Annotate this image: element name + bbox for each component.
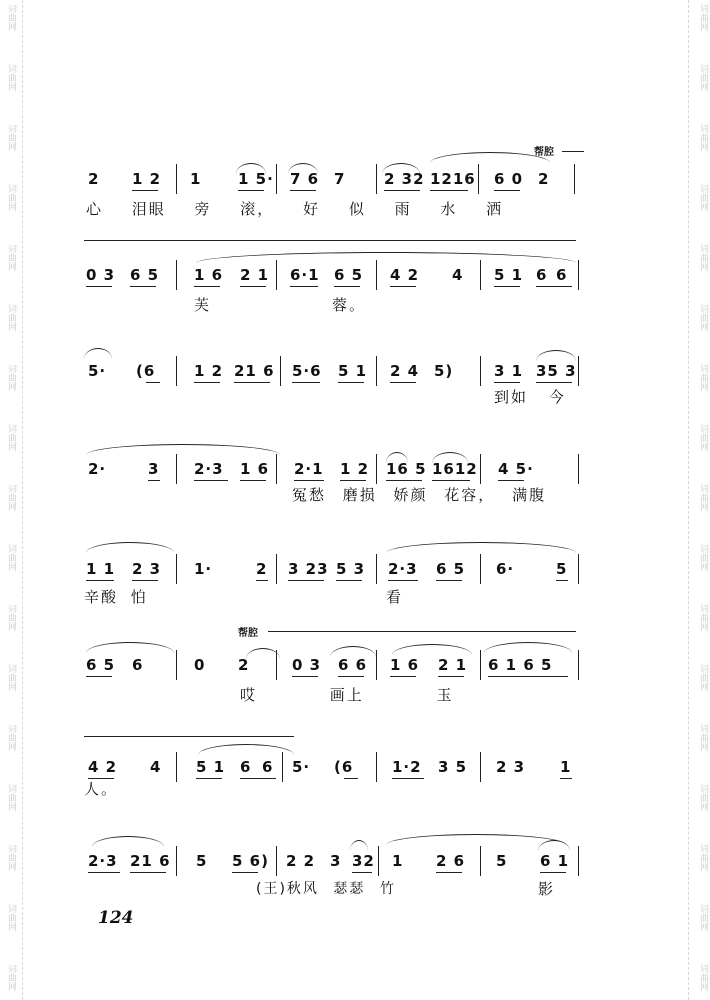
barline [276,260,277,290]
note-group: 0 [194,656,206,674]
note-group: 2 1 [240,266,270,284]
note-group: 6 5 [334,266,364,284]
watermark-text: 词曲网 [6,4,16,31]
lyric-line: 影 [538,880,556,898]
note-group: (6 [334,758,354,776]
underline [436,580,462,581]
watermark-text: 词曲网 [6,184,16,211]
bangqiang-line [562,151,584,152]
underline [256,580,268,581]
lyric-line: (王)秋风 瑟瑟 竹 [256,881,396,897]
note-group: 6 0 [494,170,524,188]
underline [234,382,270,383]
note-group: 2·3 [88,852,118,870]
underline [436,872,462,873]
note-group: 5) [434,362,454,380]
note-group: 6 [240,758,252,776]
barline [376,260,377,290]
underline [292,382,320,383]
barline [176,650,177,680]
underline [88,872,120,873]
note-group: (6 [136,362,156,380]
lyric-line: 蓉。 [332,296,367,314]
underline [336,580,362,581]
underline [338,382,364,383]
underline [438,676,464,677]
watermark-text: 词曲网 [698,424,708,451]
watermark-text: 词曲网 [698,364,708,391]
note-group: 21 6 [234,362,275,380]
barline [280,356,281,386]
barline [578,650,579,680]
watermark-text: 词曲网 [698,784,708,811]
watermark-text: 词曲网 [698,184,708,211]
note-group: 1 2 [194,362,224,380]
barline [176,752,177,782]
note-group: 2 3 [132,560,162,578]
watermark-text: 词曲网 [698,604,708,631]
lyric-line: 哎 画上 玉 [240,686,454,704]
note-group: 2 1 [438,656,468,674]
slur [392,644,472,655]
underline [352,872,372,873]
barline [480,454,481,484]
watermark-text: 词曲网 [698,64,708,91]
barline [176,260,177,290]
barline [276,454,277,484]
underline [194,382,220,383]
barline [376,554,377,584]
note-group: 6 [132,656,144,674]
watermark-text: 词曲网 [6,784,16,811]
watermark-text: 词曲网 [698,244,708,271]
barline [176,356,177,386]
watermark-text: 词曲网 [6,964,16,991]
slur [196,252,576,263]
note-group: 4 5· [498,460,534,478]
note-group: 1·2 [392,758,422,776]
underline [384,190,420,191]
note-group: 4 2 [390,266,420,284]
underline [494,286,520,287]
note-group: 2 4 [390,362,420,380]
underline [390,676,416,677]
watermark-text: 词曲网 [6,364,16,391]
lyric-line: 冤愁 磨损 娇颜 花容， 满腹 [292,486,547,504]
bangqiang-marking: 帮腔 [238,628,258,639]
barline [378,846,379,876]
underline [132,190,158,191]
barline [578,356,579,386]
note-group: 2· [88,460,107,478]
note-group: 1· [194,560,213,578]
underline [390,286,416,287]
note-group: 5 6) [232,852,269,870]
note-group: 6 5 [86,656,116,674]
slur [538,840,570,851]
watermark-text: 词曲网 [6,844,16,871]
barline [578,554,579,584]
note-group: 3 5 [438,758,468,776]
lyric-line: 到如 今 [494,388,566,406]
underline [240,778,276,779]
underline [540,872,566,873]
note-group: 5 [556,560,568,578]
slur [84,348,112,359]
underline [232,872,258,873]
note-group: 1 [190,170,202,188]
underline [498,480,524,481]
note-group: 1 2 [132,170,162,188]
note-group: 4 [452,266,464,284]
watermark-text: 词曲网 [698,664,708,691]
underline [196,778,222,779]
watermark-text: 词曲网 [698,964,708,991]
note-group: 21 6 [130,852,171,870]
note-group: 7 6 [290,170,320,188]
note-group: 6 [536,266,548,284]
underline [340,480,366,481]
underline [294,480,324,481]
watermark-text: 词曲网 [6,424,16,451]
underline [494,382,520,383]
barline [276,846,277,876]
note-group: 2·3 [194,460,224,478]
lyric-line: 人。 [84,780,119,798]
watermark-text: 词曲网 [698,304,708,331]
slur [386,834,566,845]
note-group: 6 5 [130,266,160,284]
barline [480,846,481,876]
barline [578,846,579,876]
note-group: 3 23 [288,560,329,578]
barline [176,846,177,876]
underline [240,286,266,287]
note-group: 2·3 [388,560,418,578]
watermark-text: 词曲网 [698,544,708,571]
watermark-text: 词曲网 [6,64,16,91]
note-group: 1 6 [194,266,224,284]
underline [86,676,112,677]
note-group: 6·1 [290,266,320,284]
underline [344,778,358,779]
bangqiang-marking: 帮腔 [534,147,554,158]
note-group: 1 [392,852,404,870]
barline [480,356,481,386]
slur [246,648,280,659]
slur [350,840,368,851]
note-group: 5 1 [196,758,226,776]
note-group: 5·6 [292,362,322,380]
barline [376,454,377,484]
watermark-text: 词曲网 [6,244,16,271]
watermark-text: 词曲网 [6,664,16,691]
bangqiang-line [84,240,576,241]
underline [130,872,166,873]
watermark-text: 词曲网 [6,304,16,331]
note-group: 2 [88,170,100,188]
note-group: 2·1 [294,460,324,478]
underline [430,190,468,191]
note-group: 6 [556,266,568,284]
note-group: 5 [496,852,508,870]
note-group: 1 2 [340,460,370,478]
note-group: 5 1 [494,266,524,284]
watermark-text: 词曲网 [6,124,16,151]
lyric-line: 辛酸 怕 [84,588,148,606]
note-group: 7 [334,170,346,188]
underline [86,580,114,581]
note-group: 3 [148,460,160,478]
note-group: 5 [196,852,208,870]
watermark-text: 词曲网 [698,484,708,511]
lyric-line: 看 [386,588,404,606]
watermark-text: 词曲网 [698,724,708,751]
slur [430,152,550,163]
watermark-text: 词曲网 [698,4,708,31]
note-group: 2 [538,170,550,188]
note-group: 5 3 [336,560,366,578]
note-group: 1216 [430,170,476,188]
barline [480,554,481,584]
watermark-text: 词曲网 [6,724,16,751]
slur [86,642,174,653]
watermark-text: 词曲网 [6,604,16,631]
barline [276,164,277,194]
underline [130,286,156,287]
barline [578,454,579,484]
barline [282,752,283,782]
watermark-text: 词曲网 [6,904,16,931]
left-margin-line [18,0,23,1000]
barline [480,752,481,782]
note-group: 6 5 [436,560,466,578]
underline [194,480,228,481]
underline [288,580,324,581]
barline [578,260,579,290]
note-group: 6 1 [540,852,570,870]
note-group: 5· [292,758,311,776]
underline [386,480,422,481]
note-group: 6 1 6 5 [488,656,553,674]
underline [86,286,112,287]
underline [334,286,360,287]
barline [176,554,177,584]
underline [132,580,158,581]
watermark-text: 词曲网 [698,904,708,931]
note-group: 2 [256,560,268,578]
watermark-text: 词曲网 [698,124,708,151]
note-group: 4 [150,758,162,776]
note-group: 1 5· [238,170,274,188]
underline [88,778,114,779]
note-group: 6 6 [338,656,368,674]
underline [488,676,568,677]
slur [92,836,164,847]
note-group: 1 [560,758,572,776]
note-group: 2 3 [496,758,526,776]
watermark-text: 词曲网 [6,544,16,571]
underline [290,190,316,191]
underline [292,676,318,677]
note-group: 1 1 [86,560,116,578]
note-group: 3 1 [494,362,524,380]
note-group: 4 2 [88,758,118,776]
underline [290,286,318,287]
underline [238,190,264,191]
underline [560,778,572,779]
note-group: 2 [238,656,250,674]
lyric-line: 心 泪眼 旁 滚， 好 似 雨 水 洒 [86,200,504,218]
note-group: 32 [352,852,375,870]
underline [146,382,160,383]
bangqiang-line [268,631,576,632]
underline [536,286,572,287]
barline [478,164,479,194]
barline [376,752,377,782]
underline [148,480,160,481]
note-group: 5 1 [338,362,368,380]
slur [484,642,572,653]
slur [386,542,576,553]
barline [176,164,177,194]
underline [194,286,220,287]
bangqiang-line [84,736,294,737]
barline [276,650,277,680]
underline [388,580,418,581]
note-group: 1612 [432,460,478,478]
watermark-text: 词曲网 [6,484,16,511]
note-group: 0 3 [292,656,322,674]
barline [276,554,277,584]
note-group: 2 32 [384,170,425,188]
barline [176,454,177,484]
barline [376,650,377,680]
note-group: 3 [330,852,342,870]
note-group: 2 6 [436,852,466,870]
note-group: 16 5 [386,460,427,478]
barline [480,650,481,680]
slur [536,350,576,361]
note-group: 6 [262,758,274,776]
watermark-text: 词曲网 [698,844,708,871]
note-group: 0 3 [86,266,116,284]
barline [480,260,481,290]
underline [536,382,572,383]
note-group: 1 6 [240,460,270,478]
underline [556,580,568,581]
note-group: 5· [88,362,107,380]
underline [240,480,266,481]
note-group: 1 6 [390,656,420,674]
slur [198,744,294,755]
underline [390,382,416,383]
slur [86,444,280,455]
page-number: 124 [98,908,134,928]
underline [494,190,520,191]
underline [338,676,364,677]
barline [574,164,575,194]
note-group: 2 2 [286,852,316,870]
note-group: 35 3 [536,362,577,380]
underline [432,480,470,481]
slur [86,542,174,553]
note-group: 6· [496,560,515,578]
barline [376,356,377,386]
underline [392,778,424,779]
lyric-line: 芙 [194,296,212,314]
barline [376,164,377,194]
